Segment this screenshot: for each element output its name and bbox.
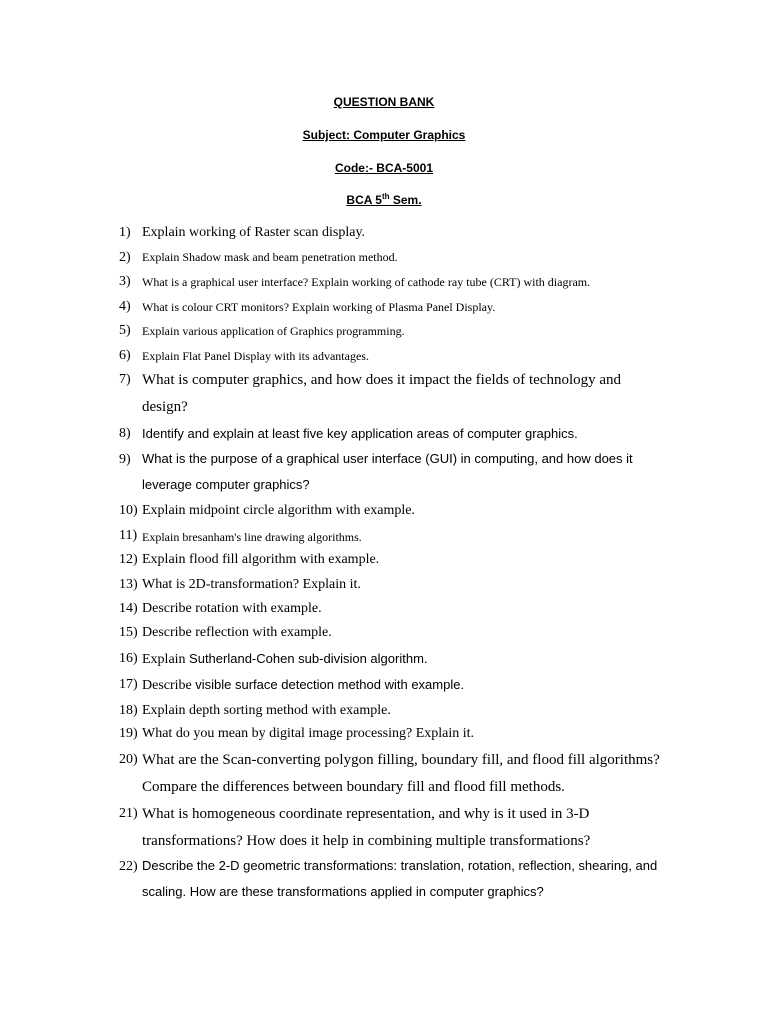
semester-line: BCA 5th Sem. [346,192,422,207]
subject-line: Subject: Computer Graphics [302,128,466,142]
document-title: QUESTION BANK [333,95,435,109]
course-code: Code:- BCA-5001 [334,161,433,175]
